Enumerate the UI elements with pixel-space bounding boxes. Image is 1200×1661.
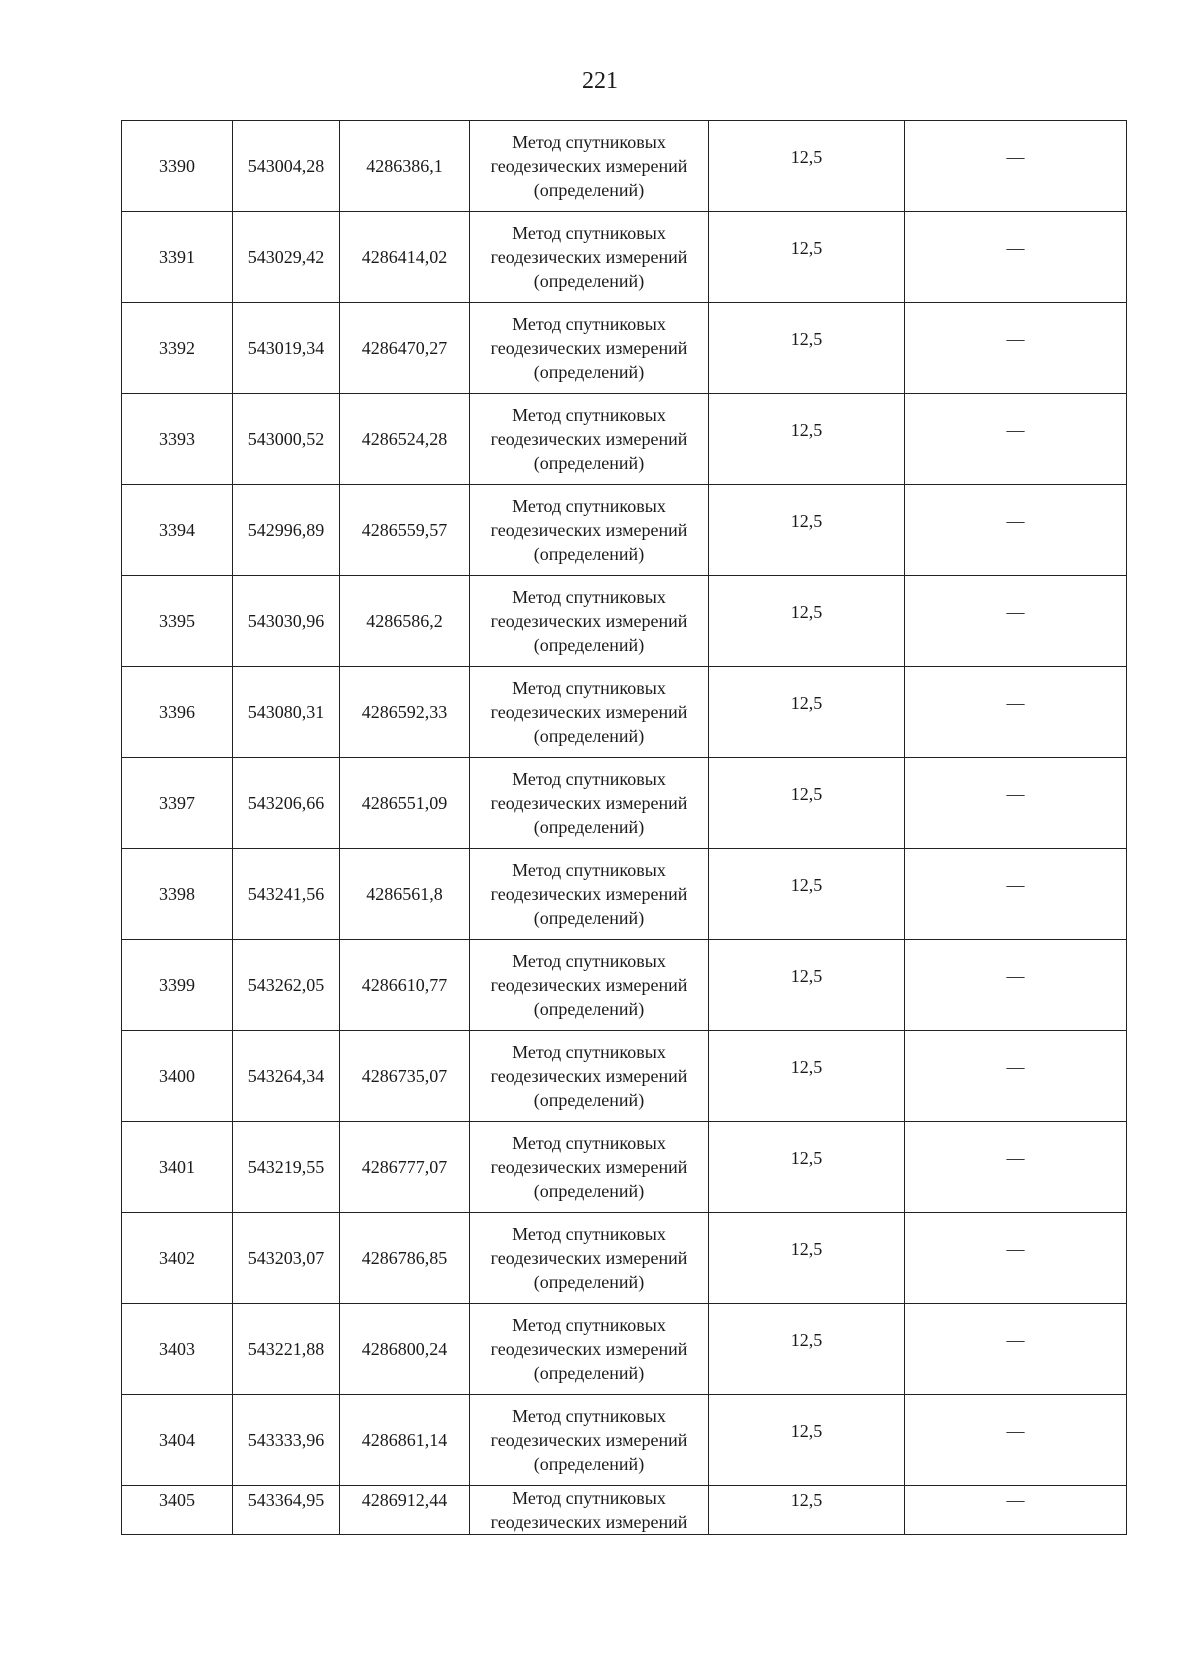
y-coordinate-cell bbox=[340, 1304, 470, 1395]
method-line-2: геодезических измерений bbox=[490, 1157, 688, 1177]
method-line-2: геодезических измерений bbox=[490, 520, 688, 540]
y-coordinate-cell bbox=[340, 394, 470, 485]
point-number-cell bbox=[122, 212, 233, 303]
y-coordinate-cell bbox=[340, 1213, 470, 1304]
x-coordinate: 543000,52 bbox=[247, 429, 325, 449]
y-coordinate: 4286800,24 bbox=[361, 1339, 448, 1359]
x-coordinate-cell bbox=[233, 212, 340, 303]
table-row bbox=[122, 1122, 1127, 1213]
accuracy-value: 12,5 bbox=[790, 1330, 823, 1350]
method-line-2: геодезических измерений bbox=[490, 1430, 688, 1450]
x-coordinate-cell bbox=[233, 1122, 340, 1213]
x-coordinate-cell bbox=[233, 1395, 340, 1486]
x-coordinate: 543030,96 bbox=[247, 611, 325, 631]
accuracy-value: 12,5 bbox=[790, 1057, 823, 1077]
point-number-cell bbox=[122, 1213, 233, 1304]
point-number-cell bbox=[122, 1304, 233, 1395]
table-row bbox=[122, 758, 1127, 849]
x-coordinate-cell bbox=[233, 849, 340, 940]
note-dash: — bbox=[1006, 238, 1025, 258]
x-coordinate-cell bbox=[233, 940, 340, 1031]
method-line-1: Метод спутниковых bbox=[512, 1406, 666, 1426]
table-row bbox=[122, 576, 1127, 667]
table-row bbox=[122, 212, 1127, 303]
x-coordinate: 543029,42 bbox=[247, 247, 325, 267]
table-row bbox=[122, 667, 1127, 758]
method-line-3: (определений) bbox=[533, 1363, 645, 1383]
method-line-1: Метод спутниковых bbox=[512, 860, 666, 880]
note-dash: — bbox=[1006, 1490, 1025, 1510]
y-coordinate: 4286586,2 bbox=[366, 611, 443, 631]
point-number: 3403 bbox=[159, 1339, 195, 1359]
method-line-1: Метод спутниковых bbox=[512, 1488, 666, 1508]
y-coordinate: 4286551,09 bbox=[361, 793, 448, 813]
x-coordinate-cell bbox=[233, 1031, 340, 1122]
point-number: 3401 bbox=[159, 1157, 195, 1177]
method-line-2: геодезических измерений bbox=[490, 247, 688, 267]
table-row bbox=[122, 1486, 1127, 1535]
method-cell bbox=[470, 1213, 709, 1304]
accuracy-cell bbox=[709, 849, 905, 940]
page-number: 221 bbox=[582, 68, 618, 94]
point-number: 3400 bbox=[159, 1066, 195, 1086]
table-row bbox=[122, 1304, 1127, 1395]
accuracy-value: 12,5 bbox=[790, 1148, 823, 1168]
method-cell bbox=[470, 849, 709, 940]
method-line-2: геодезических измерений bbox=[490, 1339, 688, 1359]
note-cell bbox=[905, 576, 1127, 667]
x-coordinate: 543221,88 bbox=[247, 1339, 325, 1359]
point-number: 3399 bbox=[159, 975, 195, 995]
x-coordinate: 543080,31 bbox=[247, 702, 325, 722]
coordinates-table bbox=[121, 120, 1127, 1535]
note-dash: — bbox=[1006, 511, 1025, 531]
y-coordinate-cell bbox=[340, 849, 470, 940]
y-coordinate: 4286524,28 bbox=[361, 429, 448, 449]
y-coordinate: 4286592,33 bbox=[361, 702, 448, 722]
x-coordinate-cell bbox=[233, 667, 340, 758]
method-cell bbox=[470, 1486, 709, 1535]
point-number-cell bbox=[122, 1031, 233, 1122]
method-line-2: геодезических измерений bbox=[490, 611, 688, 631]
method-line-1: Метод спутниковых bbox=[512, 1133, 666, 1153]
y-coordinate-cell bbox=[340, 485, 470, 576]
method-cell bbox=[470, 212, 709, 303]
point-number-cell bbox=[122, 394, 233, 485]
x-coordinate-cell bbox=[233, 303, 340, 394]
y-coordinate-cell bbox=[340, 1031, 470, 1122]
point-number: 3395 bbox=[159, 611, 195, 631]
method-line-3: (определений) bbox=[533, 362, 645, 382]
method-line-3: (определений) bbox=[533, 635, 645, 655]
accuracy-cell bbox=[709, 394, 905, 485]
y-coordinate: 4286414,02 bbox=[361, 247, 448, 267]
method-line-1: Метод спутниковых bbox=[512, 405, 666, 425]
method-line-3: (определений) bbox=[533, 1181, 645, 1201]
accuracy-value: 12,5 bbox=[790, 875, 823, 895]
accuracy-cell bbox=[709, 1304, 905, 1395]
point-number-cell bbox=[122, 1395, 233, 1486]
note-dash: — bbox=[1006, 1239, 1025, 1259]
y-coordinate-cell bbox=[340, 1122, 470, 1213]
table-row bbox=[122, 485, 1127, 576]
y-coordinate: 4286559,57 bbox=[361, 520, 448, 540]
x-coordinate-cell bbox=[233, 758, 340, 849]
method-line-3: (определений) bbox=[533, 1454, 645, 1474]
method-line-3: (определений) bbox=[533, 999, 645, 1019]
note-cell bbox=[905, 667, 1127, 758]
method-cell bbox=[470, 940, 709, 1031]
accuracy-value: 12,5 bbox=[790, 602, 823, 622]
note-cell bbox=[905, 485, 1127, 576]
accuracy-cell bbox=[709, 1031, 905, 1122]
method-line-2: геодезических измерений bbox=[490, 1512, 688, 1532]
note-cell bbox=[905, 212, 1127, 303]
x-coordinate-cell bbox=[233, 576, 340, 667]
note-dash: — bbox=[1006, 1421, 1025, 1441]
method-cell bbox=[470, 394, 709, 485]
accuracy-cell bbox=[709, 1395, 905, 1486]
point-number: 3404 bbox=[159, 1430, 195, 1450]
method-line-1: Метод спутниковых bbox=[512, 587, 666, 607]
x-coordinate: 543241,56 bbox=[247, 884, 325, 904]
note-dash: — bbox=[1006, 147, 1025, 167]
y-coordinate-cell bbox=[340, 121, 470, 212]
method-line-3: (определений) bbox=[533, 817, 645, 837]
point-number: 3392 bbox=[159, 338, 195, 358]
method-cell bbox=[470, 1304, 709, 1395]
note-dash: — bbox=[1006, 966, 1025, 986]
note-cell bbox=[905, 849, 1127, 940]
point-number: 3397 bbox=[159, 793, 195, 813]
x-coordinate-cell bbox=[233, 121, 340, 212]
method-line-2: геодезических измерений bbox=[490, 156, 688, 176]
method-line-2: геодезических измерений bbox=[490, 975, 688, 995]
point-number-cell bbox=[122, 667, 233, 758]
table-row bbox=[122, 940, 1127, 1031]
note-cell bbox=[905, 1213, 1127, 1304]
x-coordinate: 542996,89 bbox=[247, 520, 325, 540]
note-dash: — bbox=[1006, 329, 1025, 349]
method-cell bbox=[470, 1122, 709, 1213]
x-coordinate-cell bbox=[233, 1304, 340, 1395]
method-line-2: геодезических измерений bbox=[490, 702, 688, 722]
method-cell bbox=[470, 121, 709, 212]
y-coordinate-cell bbox=[340, 940, 470, 1031]
note-dash: — bbox=[1006, 784, 1025, 804]
note-cell bbox=[905, 1122, 1127, 1213]
x-coordinate: 543219,55 bbox=[247, 1157, 325, 1177]
x-coordinate-cell bbox=[233, 394, 340, 485]
table-row bbox=[122, 121, 1127, 212]
method-line-1: Метод спутниковых bbox=[512, 1315, 666, 1335]
method-line-3: (определений) bbox=[533, 544, 645, 564]
note-dash: — bbox=[1006, 420, 1025, 440]
accuracy-value: 12,5 bbox=[790, 966, 823, 986]
method-line-3: (определений) bbox=[533, 726, 645, 746]
accuracy-cell bbox=[709, 667, 905, 758]
point-number-cell bbox=[122, 940, 233, 1031]
x-coordinate: 543004,28 bbox=[247, 156, 325, 176]
method-line-1: Метод спутниковых bbox=[512, 1224, 666, 1244]
table-row bbox=[122, 1395, 1127, 1486]
note-cell bbox=[905, 940, 1127, 1031]
method-line-1: Метод спутниковых bbox=[512, 1042, 666, 1062]
x-coordinate-cell bbox=[233, 1486, 340, 1535]
point-number-cell bbox=[122, 303, 233, 394]
accuracy-cell bbox=[709, 940, 905, 1031]
note-cell bbox=[905, 1395, 1127, 1486]
note-cell bbox=[905, 1031, 1127, 1122]
table-row bbox=[122, 1031, 1127, 1122]
x-coordinate: 543333,96 bbox=[247, 1430, 325, 1450]
note-dash: — bbox=[1006, 693, 1025, 713]
point-number-cell bbox=[122, 121, 233, 212]
method-line-1: Метод спутниковых bbox=[512, 769, 666, 789]
method-line-3: (определений) bbox=[533, 908, 645, 928]
accuracy-cell bbox=[709, 121, 905, 212]
point-number: 3394 bbox=[159, 520, 195, 540]
accuracy-value: 12,5 bbox=[790, 147, 823, 167]
point-number-cell bbox=[122, 758, 233, 849]
method-line-1: Метод спутниковых bbox=[512, 951, 666, 971]
method-line-3: (определений) bbox=[533, 271, 645, 291]
y-coordinate-cell bbox=[340, 1395, 470, 1486]
method-cell bbox=[470, 1031, 709, 1122]
method-line-2: геодезических измерений bbox=[490, 793, 688, 813]
method-line-3: (определений) bbox=[533, 1272, 645, 1292]
x-coordinate: 543364,95 bbox=[247, 1490, 325, 1510]
note-cell bbox=[905, 394, 1127, 485]
note-cell bbox=[905, 1304, 1127, 1395]
accuracy-value: 12,5 bbox=[790, 1239, 823, 1259]
method-cell bbox=[470, 1395, 709, 1486]
method-cell bbox=[470, 758, 709, 849]
y-coordinate: 4286561,8 bbox=[366, 884, 443, 904]
method-line-2: геодезических измерений bbox=[490, 1248, 688, 1268]
point-number-cell bbox=[122, 485, 233, 576]
y-coordinate-cell bbox=[340, 1486, 470, 1535]
note-cell bbox=[905, 758, 1127, 849]
x-coordinate-cell bbox=[233, 1213, 340, 1304]
point-number-cell bbox=[122, 1486, 233, 1535]
point-number: 3390 bbox=[159, 156, 195, 176]
x-coordinate: 543203,07 bbox=[247, 1248, 325, 1268]
y-coordinate: 4286777,07 bbox=[361, 1157, 448, 1177]
x-coordinate: 543264,34 bbox=[247, 1066, 325, 1086]
note-cell bbox=[905, 303, 1127, 394]
method-line-1: Метод спутниковых bbox=[512, 678, 666, 698]
method-line-2: геодезических измерений bbox=[490, 338, 688, 358]
table-row bbox=[122, 394, 1127, 485]
method-cell bbox=[470, 576, 709, 667]
y-coordinate: 4286386,1 bbox=[366, 156, 443, 176]
note-dash: — bbox=[1006, 602, 1025, 622]
accuracy-value: 12,5 bbox=[790, 238, 823, 258]
accuracy-cell bbox=[709, 1213, 905, 1304]
note-dash: — bbox=[1006, 875, 1025, 895]
accuracy-cell bbox=[709, 1486, 905, 1535]
table-row bbox=[122, 303, 1127, 394]
method-line-2: геодезических измерений bbox=[490, 1066, 688, 1086]
note-cell bbox=[905, 121, 1127, 212]
accuracy-cell bbox=[709, 1122, 905, 1213]
accuracy-value: 12,5 bbox=[790, 1490, 823, 1510]
method-line-1: Метод спутниковых bbox=[512, 132, 666, 152]
point-number-cell bbox=[122, 1122, 233, 1213]
y-coordinate: 4286912,44 bbox=[361, 1490, 448, 1510]
method-cell bbox=[470, 667, 709, 758]
method-line-2: геодезических измерений bbox=[490, 429, 688, 449]
y-coordinate-cell bbox=[340, 576, 470, 667]
note-dash: — bbox=[1006, 1057, 1025, 1077]
y-coordinate: 4286861,14 bbox=[361, 1430, 448, 1450]
y-coordinate-cell bbox=[340, 667, 470, 758]
y-coordinate-cell bbox=[340, 303, 470, 394]
point-number-cell bbox=[122, 849, 233, 940]
y-coordinate: 4286470,27 bbox=[361, 338, 448, 358]
point-number-cell bbox=[122, 576, 233, 667]
accuracy-cell bbox=[709, 212, 905, 303]
accuracy-value: 12,5 bbox=[790, 1421, 823, 1441]
point-number: 3396 bbox=[159, 702, 195, 722]
accuracy-value: 12,5 bbox=[790, 420, 823, 440]
method-cell bbox=[470, 303, 709, 394]
y-coordinate: 4286786,85 bbox=[361, 1248, 448, 1268]
y-coordinate: 4286735,07 bbox=[361, 1066, 448, 1086]
method-cell bbox=[470, 485, 709, 576]
table-body bbox=[122, 121, 1127, 1535]
y-coordinate: 4286610,77 bbox=[361, 975, 448, 995]
point-number: 3402 bbox=[159, 1248, 195, 1268]
point-number: 3393 bbox=[159, 429, 195, 449]
note-dash: — bbox=[1006, 1148, 1025, 1168]
x-coordinate: 543262,05 bbox=[247, 975, 325, 995]
x-coordinate: 543019,34 bbox=[247, 338, 325, 358]
accuracy-cell bbox=[709, 576, 905, 667]
table-row bbox=[122, 849, 1127, 940]
point-number: 3405 bbox=[159, 1490, 195, 1510]
accuracy-cell bbox=[709, 485, 905, 576]
method-line-3: (определений) bbox=[533, 1090, 645, 1110]
method-line-2: геодезических измерений bbox=[490, 884, 688, 904]
y-coordinate-cell bbox=[340, 212, 470, 303]
note-dash: — bbox=[1006, 1330, 1025, 1350]
accuracy-value: 12,5 bbox=[790, 511, 823, 531]
x-coordinate: 543206,66 bbox=[247, 793, 325, 813]
method-line-1: Метод спутниковых bbox=[512, 223, 666, 243]
table-row bbox=[122, 1213, 1127, 1304]
point-number: 3391 bbox=[159, 247, 195, 267]
accuracy-value: 12,5 bbox=[790, 329, 823, 349]
y-coordinate-cell bbox=[340, 758, 470, 849]
accuracy-cell bbox=[709, 758, 905, 849]
accuracy-cell bbox=[709, 303, 905, 394]
point-number: 3398 bbox=[159, 884, 195, 904]
accuracy-value: 12,5 bbox=[790, 693, 823, 713]
note-cell bbox=[905, 1486, 1127, 1535]
method-line-1: Метод спутниковых bbox=[512, 314, 666, 334]
accuracy-value: 12,5 bbox=[790, 784, 823, 804]
method-line-3: (определений) bbox=[533, 180, 645, 200]
method-line-3: (определений) bbox=[533, 453, 645, 473]
method-line-1: Метод спутниковых bbox=[512, 496, 666, 516]
x-coordinate-cell bbox=[233, 485, 340, 576]
